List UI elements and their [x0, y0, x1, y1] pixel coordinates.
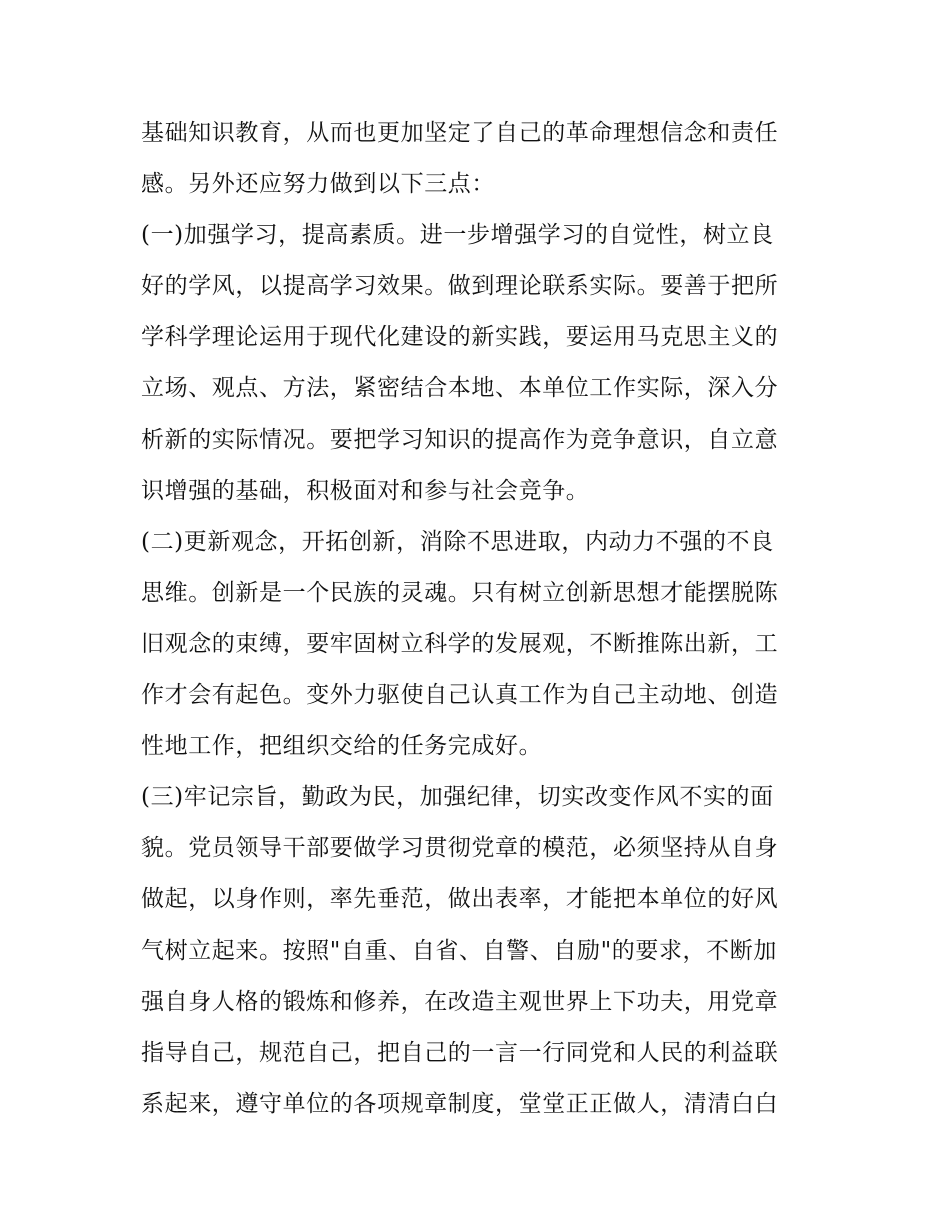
text-line: 感。另外还应努力做到以下三点：	[141, 171, 495, 198]
text-line: 气树立起来。按照"自重、自省、自警、自励"的要求，不断加	[141, 937, 777, 964]
text-line: 识增强的基础，积极面对和参与社会竞争。	[141, 477, 590, 504]
text-line: 立场、观点、方法，紧密结合本地、本单位工作实际，深入分	[141, 375, 779, 402]
text-line: (一)加强学习，提高素质。进一步增强学习的自觉性，树立良	[141, 222, 774, 249]
text-line: 思维。创新是一个民族的灵魂。只有树立创新思想才能摆脱陈	[141, 579, 779, 606]
text-line: 作才会有起色。变外力驱使自己认真工作为自己主动地、创造	[141, 682, 779, 709]
text-line: 指导自己，规范自己，把自己的一言一行同党和人民的利益联	[141, 1039, 779, 1066]
text-line: 旧观念的束缚，要牢固树立科学的发展观，不断推陈出新，工	[141, 630, 779, 657]
text-line: (二)更新观念，开拓创新，消除不思进取，内动力不强的不良	[141, 528, 774, 555]
text-line: 貌。党员领导干部要做学习贯彻党章的模范，必须坚持从自身	[141, 835, 779, 862]
text-line: 好的学风，以提高学习效果。做到理论联系实际。要善于把所	[141, 273, 779, 300]
text-line: 做起，以身作则，率先垂范，做出表率，才能把本单位的好风	[141, 886, 779, 913]
text-line: 学科学理论运用于现代化建设的新实践，要运用马克思主义的	[141, 324, 779, 351]
text-line: 基础知识教育，从而也更加坚定了自己的革命理想信念和责任	[141, 120, 779, 146]
body-text	[141, 108, 821, 1130]
text-line: 系起来，遵守单位的各项规章制度，堂堂正正做人，清清白白	[141, 1090, 779, 1117]
text-line: (三)牢记宗旨，勤政为民，加强纪律，切实改变作风不实的面	[141, 784, 774, 811]
text-line: 析新的实际情况。要把学习知识的提高作为竞争意识，自立意	[141, 426, 779, 453]
text-line: 性地工作，把组织交给的任务完成好。	[141, 733, 543, 760]
text-line: 强自身人格的锻炼和修养，在改造主观世界上下功夫，用党章	[141, 988, 779, 1015]
